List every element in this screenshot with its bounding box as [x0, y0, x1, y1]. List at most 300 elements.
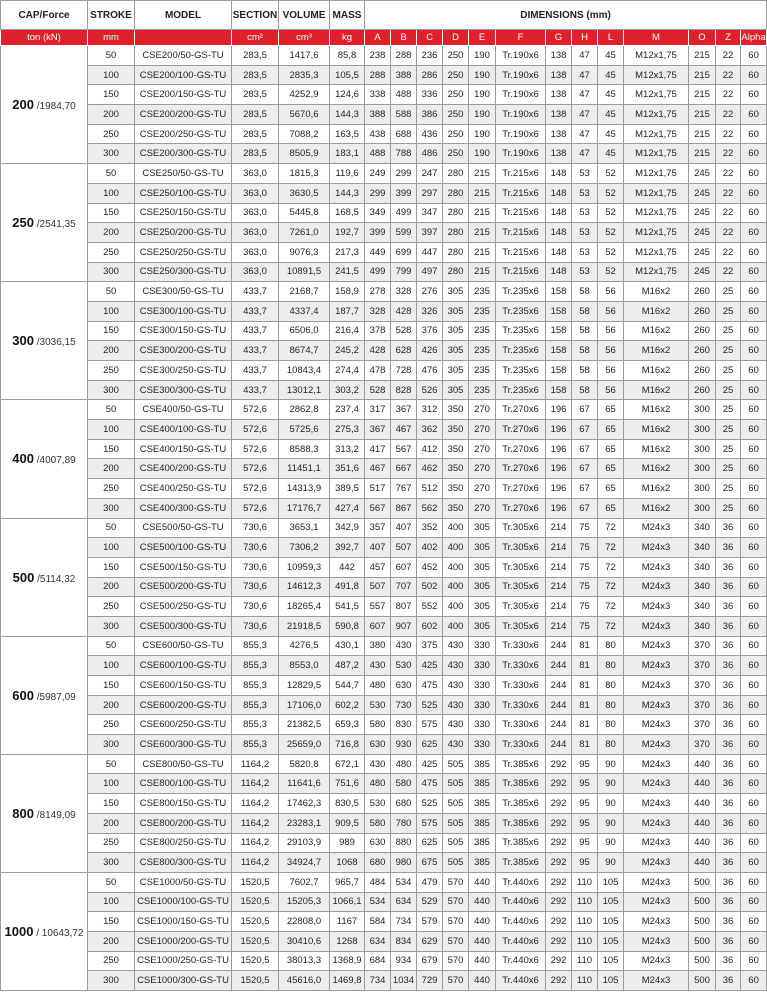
section-cell: 363,0: [232, 203, 279, 223]
section-cell: 433,7: [232, 321, 279, 341]
dim-h-cell: 47: [572, 144, 598, 164]
model-cell: CSE1000/300-GS-TU: [135, 971, 232, 991]
dim-d-cell: 505: [443, 794, 469, 814]
dim-c-cell: 425: [417, 656, 443, 676]
dim-e-cell: 440: [469, 872, 496, 892]
dim-h-cell: 47: [572, 105, 598, 125]
dim-e-cell: 330: [469, 735, 496, 755]
dim-f-cell: Tr.305x6: [496, 597, 546, 617]
dim-z-cell: 22: [716, 203, 741, 223]
stroke-cell: 300: [88, 262, 135, 282]
section-cell: 1520,5: [232, 971, 279, 991]
table-row: [1, 597, 767, 617]
table-row: [1, 931, 767, 951]
dim-l-cell: 65: [598, 479, 624, 499]
dim-l-cell: 65: [598, 420, 624, 440]
dim-a-cell: 317: [365, 400, 391, 420]
dim-l-cell: 90: [598, 774, 624, 794]
dim-g-cell: 196: [546, 420, 572, 440]
dim-z-cell: 36: [716, 597, 741, 617]
dim-a-cell: 488: [365, 144, 391, 164]
dim-alpha-cell: 60: [741, 538, 767, 558]
dim-m-cell: M16x2: [624, 420, 689, 440]
stroke-cell: 100: [88, 538, 135, 558]
model-cell: CSE500/100-GS-TU: [135, 538, 232, 558]
dim-e-cell: 190: [469, 65, 496, 85]
dim-z-cell: 25: [716, 380, 741, 400]
dim-f-cell: Tr.215x6: [496, 183, 546, 203]
stroke-cell: 300: [88, 971, 135, 991]
dim-l-cell: 56: [598, 361, 624, 381]
dim-g-cell: 214: [546, 557, 572, 577]
dim-alpha-cell: 60: [741, 498, 767, 518]
volume-cell: 7088,2: [279, 124, 330, 144]
dim-d-cell: 505: [443, 853, 469, 873]
capacity-kn: /8149,09: [33, 809, 76, 821]
dim-z-cell: 22: [716, 46, 741, 66]
mass-cell: 144,3: [330, 183, 365, 203]
mass-cell: 541,5: [330, 597, 365, 617]
capacity-kn: /1984,70: [33, 101, 76, 113]
dim-h-cell: 95: [572, 794, 598, 814]
table-row: [1, 971, 767, 991]
dim-m-cell: M12x1,75: [624, 223, 689, 243]
dim-m-cell: M24x3: [624, 912, 689, 932]
dim-c-cell: 525: [417, 794, 443, 814]
stroke-cell: 150: [88, 557, 135, 577]
dim-e-cell: 440: [469, 892, 496, 912]
mass-cell: 659,3: [330, 715, 365, 735]
capacity-ton: 1000: [4, 923, 34, 939]
dim-l-cell: 65: [598, 400, 624, 420]
dim-h-cell: 58: [572, 301, 598, 321]
mass-cell: 105,5: [330, 65, 365, 85]
volume-cell: 6506,0: [279, 321, 330, 341]
mass-cell: 590,8: [330, 616, 365, 636]
dim-l-cell: 45: [598, 124, 624, 144]
dim-z-cell: 36: [716, 695, 741, 715]
dim-c-cell: 236: [417, 46, 443, 66]
volume-cell: 3630,5: [279, 183, 330, 203]
mass-cell: 909,5: [330, 813, 365, 833]
dim-o-cell: 440: [689, 853, 716, 873]
dim-g-cell: 292: [546, 853, 572, 873]
dim-d-cell: 430: [443, 656, 469, 676]
dim-z-cell: 22: [716, 183, 741, 203]
section-cell: 1520,5: [232, 892, 279, 912]
dim-z-cell: 25: [716, 400, 741, 420]
dim-d-cell: 430: [443, 735, 469, 755]
dim-m-cell: M24x3: [624, 557, 689, 577]
volume-cell: 4252,9: [279, 85, 330, 105]
table-row: [1, 65, 767, 85]
dim-h-cell: 53: [572, 242, 598, 262]
dim-f-cell: Tr.270x6: [496, 498, 546, 518]
dim-c-cell: 562: [417, 498, 443, 518]
mass-cell: 965,7: [330, 872, 365, 892]
dim-b-cell: 830: [391, 715, 417, 735]
dim-e-cell: 215: [469, 262, 496, 282]
volume-cell: 17462,3: [279, 794, 330, 814]
dim-c-cell: 312: [417, 400, 443, 420]
volume-cell: 15205,3: [279, 892, 330, 912]
section-cell: 855,3: [232, 735, 279, 755]
table-row: [1, 774, 767, 794]
dim-h-cell: 75: [572, 518, 598, 538]
dim-e-cell: 270: [469, 400, 496, 420]
model-cell: CSE300/300-GS-TU: [135, 380, 232, 400]
dim-alpha-cell: 60: [741, 577, 767, 597]
dim-header-f: F: [496, 30, 546, 46]
dim-c-cell: 276: [417, 282, 443, 302]
dim-alpha-cell: 60: [741, 557, 767, 577]
dim-h-cell: 67: [572, 459, 598, 479]
dim-d-cell: 305: [443, 321, 469, 341]
dim-m-cell: M24x3: [624, 872, 689, 892]
capacity-ton: 800: [12, 805, 34, 821]
dim-a-cell: 478: [365, 361, 391, 381]
dim-g-cell: 292: [546, 813, 572, 833]
dim-h-cell: 58: [572, 380, 598, 400]
mass-cell: 716,8: [330, 735, 365, 755]
section-cell: 730,6: [232, 557, 279, 577]
section-cell: 572,6: [232, 479, 279, 499]
table-row: [1, 577, 767, 597]
model-cell: CSE800/50-GS-TU: [135, 754, 232, 774]
dim-e-cell: 215: [469, 242, 496, 262]
dim-l-cell: 105: [598, 971, 624, 991]
dim-a-cell: 249: [365, 164, 391, 184]
dim-l-cell: 56: [598, 301, 624, 321]
dim-h-cell: 81: [572, 656, 598, 676]
mass-cell: 119,6: [330, 164, 365, 184]
table-row: [1, 46, 767, 66]
stroke-cell: 200: [88, 813, 135, 833]
dim-b-cell: 399: [391, 183, 417, 203]
dim-b-cell: 828: [391, 380, 417, 400]
dim-f-cell: Tr.440x6: [496, 931, 546, 951]
dim-d-cell: 505: [443, 754, 469, 774]
dim-d-cell: 570: [443, 912, 469, 932]
dim-e-cell: 235: [469, 282, 496, 302]
dim-o-cell: 215: [689, 46, 716, 66]
dim-g-cell: 244: [546, 676, 572, 696]
dim-c-cell: 347: [417, 203, 443, 223]
section-cell: 283,5: [232, 124, 279, 144]
dim-z-cell: 22: [716, 223, 741, 243]
dim-d-cell: 305: [443, 301, 469, 321]
dim-header-m: M: [624, 30, 689, 46]
dim-d-cell: 570: [443, 931, 469, 951]
capacity-ton: 250: [12, 215, 34, 231]
dim-g-cell: 138: [546, 144, 572, 164]
section-cell: 572,6: [232, 400, 279, 420]
dim-a-cell: 580: [365, 715, 391, 735]
dim-e-cell: 330: [469, 695, 496, 715]
dim-z-cell: 36: [716, 813, 741, 833]
table-row: [1, 144, 767, 164]
dim-c-cell: 375: [417, 636, 443, 656]
dim-d-cell: 400: [443, 518, 469, 538]
dim-z-cell: 36: [716, 616, 741, 636]
dim-e-cell: 385: [469, 853, 496, 873]
model-cell: CSE200/50-GS-TU: [135, 46, 232, 66]
stroke-cell: 100: [88, 774, 135, 794]
volume-cell: 7602,7: [279, 872, 330, 892]
dim-c-cell: 412: [417, 439, 443, 459]
dim-o-cell: 370: [689, 636, 716, 656]
dim-d-cell: 400: [443, 557, 469, 577]
dim-f-cell: Tr.190x6: [496, 144, 546, 164]
table-row: [1, 321, 767, 341]
dim-o-cell: 300: [689, 439, 716, 459]
dim-a-cell: 517: [365, 479, 391, 499]
dim-l-cell: 72: [598, 597, 624, 617]
dim-a-cell: 407: [365, 538, 391, 558]
dim-o-cell: 245: [689, 164, 716, 184]
dim-h-cell: 75: [572, 616, 598, 636]
dim-c-cell: 476: [417, 361, 443, 381]
dim-f-cell: Tr.305x6: [496, 518, 546, 538]
dim-d-cell: 350: [443, 459, 469, 479]
dim-d-cell: 570: [443, 892, 469, 912]
dim-d-cell: 280: [443, 164, 469, 184]
mass-cell: 1469,8: [330, 971, 365, 991]
dim-alpha-cell: 60: [741, 833, 767, 853]
dim-b-cell: 980: [391, 853, 417, 873]
volume-cell: 10843,4: [279, 361, 330, 381]
dim-c-cell: 452: [417, 557, 443, 577]
dim-d-cell: 400: [443, 577, 469, 597]
dim-h-cell: 58: [572, 321, 598, 341]
dim-f-cell: Tr.440x6: [496, 872, 546, 892]
dim-e-cell: 305: [469, 538, 496, 558]
dim-z-cell: 22: [716, 164, 741, 184]
dim-header-a: A: [365, 30, 391, 46]
model-cell: CSE800/250-GS-TU: [135, 833, 232, 853]
dim-alpha-cell: 60: [741, 183, 767, 203]
stroke-cell: 250: [88, 124, 135, 144]
dim-m-cell: M24x3: [624, 695, 689, 715]
dim-z-cell: 36: [716, 971, 741, 991]
dim-h-cell: 81: [572, 636, 598, 656]
dim-d-cell: 400: [443, 597, 469, 617]
mass-cell: 1066,1: [330, 892, 365, 912]
dim-b-cell: 880: [391, 833, 417, 853]
section-cell: 433,7: [232, 301, 279, 321]
dim-h-cell: 110: [572, 951, 598, 971]
dim-b-cell: 488: [391, 85, 417, 105]
dim-f-cell: Tr.330x6: [496, 636, 546, 656]
table-row: [1, 754, 767, 774]
section-cell: 730,6: [232, 577, 279, 597]
dim-g-cell: 244: [546, 695, 572, 715]
dim-header-d: D: [443, 30, 469, 46]
dim-g-cell: 292: [546, 774, 572, 794]
dim-e-cell: 190: [469, 46, 496, 66]
dim-d-cell: 400: [443, 538, 469, 558]
volume-cell: 45616,0: [279, 971, 330, 991]
dim-o-cell: 340: [689, 597, 716, 617]
dim-h-cell: 95: [572, 813, 598, 833]
dim-c-cell: 575: [417, 715, 443, 735]
dim-f-cell: Tr.190x6: [496, 65, 546, 85]
mass-cell: 85,8: [330, 46, 365, 66]
dim-b-cell: 834: [391, 931, 417, 951]
dim-a-cell: 328: [365, 301, 391, 321]
dim-alpha-cell: 60: [741, 380, 767, 400]
table-row: [1, 439, 767, 459]
dim-m-cell: M12x1,75: [624, 85, 689, 105]
dim-o-cell: 215: [689, 85, 716, 105]
mass-cell: 989: [330, 833, 365, 853]
units-row: [1, 30, 767, 46]
dim-a-cell: 430: [365, 754, 391, 774]
mass-cell: 830,5: [330, 794, 365, 814]
table-row: [1, 85, 767, 105]
dim-h-cell: 81: [572, 695, 598, 715]
dim-e-cell: 270: [469, 439, 496, 459]
dim-d-cell: 250: [443, 105, 469, 125]
dim-alpha-cell: 60: [741, 361, 767, 381]
dim-f-cell: Tr.385x6: [496, 853, 546, 873]
volume-cell: 8588,3: [279, 439, 330, 459]
dim-f-cell: Tr.305x6: [496, 616, 546, 636]
dim-alpha-cell: 60: [741, 65, 767, 85]
model-cell: CSE1000/250-GS-TU: [135, 951, 232, 971]
dim-h-cell: 67: [572, 498, 598, 518]
volume-cell: 2835,3: [279, 65, 330, 85]
dim-alpha-cell: 60: [741, 735, 767, 755]
dim-o-cell: 340: [689, 538, 716, 558]
dim-a-cell: 567: [365, 498, 391, 518]
dim-f-cell: Tr.215x6: [496, 203, 546, 223]
dim-f-cell: Tr.190x6: [496, 105, 546, 125]
section-cell: 1164,2: [232, 813, 279, 833]
section-cell: 1520,5: [232, 951, 279, 971]
volume-cell: 4337,4: [279, 301, 330, 321]
dim-f-cell: Tr.330x6: [496, 656, 546, 676]
model-cell: CSE800/200-GS-TU: [135, 813, 232, 833]
dim-a-cell: 480: [365, 676, 391, 696]
capacity-cell: [1, 636, 88, 754]
section-cell: 1520,5: [232, 931, 279, 951]
dim-b-cell: 407: [391, 518, 417, 538]
model-cell: CSE400/200-GS-TU: [135, 459, 232, 479]
dim-z-cell: 25: [716, 420, 741, 440]
dim-o-cell: 300: [689, 498, 716, 518]
dim-c-cell: 575: [417, 813, 443, 833]
section-cell: 433,7: [232, 361, 279, 381]
dim-h-cell: 95: [572, 833, 598, 853]
section-cell: 283,5: [232, 65, 279, 85]
dim-e-cell: 215: [469, 203, 496, 223]
dim-z-cell: 22: [716, 65, 741, 85]
dim-c-cell: 552: [417, 597, 443, 617]
dim-l-cell: 45: [598, 105, 624, 125]
dim-a-cell: 430: [365, 656, 391, 676]
dim-e-cell: 305: [469, 577, 496, 597]
mass-cell: 602,2: [330, 695, 365, 715]
model-cell: CSE200/150-GS-TU: [135, 85, 232, 105]
dim-b-cell: 599: [391, 223, 417, 243]
dim-f-cell: Tr.385x6: [496, 833, 546, 853]
mass-cell: 187,7: [330, 301, 365, 321]
stroke-cell: 50: [88, 872, 135, 892]
dim-o-cell: 370: [689, 656, 716, 676]
dim-o-cell: 500: [689, 912, 716, 932]
dim-alpha-cell: 60: [741, 282, 767, 302]
dim-h-cell: 110: [572, 872, 598, 892]
dim-g-cell: 148: [546, 164, 572, 184]
dim-m-cell: M24x3: [624, 774, 689, 794]
mass-cell: 389,5: [330, 479, 365, 499]
dim-o-cell: 245: [689, 262, 716, 282]
mass-cell: 163,5: [330, 124, 365, 144]
volume-cell: 2862,8: [279, 400, 330, 420]
dim-h-cell: 95: [572, 853, 598, 873]
dim-c-cell: 729: [417, 971, 443, 991]
model-cell: CSE300/250-GS-TU: [135, 361, 232, 381]
dim-g-cell: 148: [546, 223, 572, 243]
model-cell: CSE1000/150-GS-TU: [135, 912, 232, 932]
dim-f-cell: Tr.215x6: [496, 164, 546, 184]
capacity-ton: 600: [12, 687, 34, 703]
table-row: [1, 498, 767, 518]
section-cell: 572,6: [232, 439, 279, 459]
dim-m-cell: M12x1,75: [624, 203, 689, 223]
dim-alpha-cell: 60: [741, 872, 767, 892]
dim-g-cell: 196: [546, 498, 572, 518]
dim-d-cell: 430: [443, 715, 469, 735]
model-cell: CSE300/150-GS-TU: [135, 321, 232, 341]
dim-g-cell: 158: [546, 361, 572, 381]
stroke-cell: 50: [88, 282, 135, 302]
dim-m-cell: M24x3: [624, 971, 689, 991]
table-row: [1, 892, 767, 912]
dim-f-cell: Tr.330x6: [496, 715, 546, 735]
volume-cell: 11641,6: [279, 774, 330, 794]
dim-l-cell: 45: [598, 65, 624, 85]
dim-m-cell: M16x2: [624, 439, 689, 459]
dim-f-cell: Tr.385x6: [496, 774, 546, 794]
model-cell: CSE600/200-GS-TU: [135, 695, 232, 715]
dim-f-cell: Tr.215x6: [496, 262, 546, 282]
stroke-cell: 250: [88, 951, 135, 971]
dim-a-cell: 367: [365, 420, 391, 440]
table-row: [1, 676, 767, 696]
section-cell: 1520,5: [232, 872, 279, 892]
stroke-cell: 50: [88, 636, 135, 656]
dim-l-cell: 90: [598, 794, 624, 814]
dim-z-cell: 36: [716, 636, 741, 656]
model-cell: CSE600/300-GS-TU: [135, 735, 232, 755]
dim-a-cell: 734: [365, 971, 391, 991]
table-row: [1, 380, 767, 400]
dim-g-cell: 158: [546, 301, 572, 321]
dim-l-cell: 72: [598, 518, 624, 538]
mass-cell: 158,9: [330, 282, 365, 302]
dim-g-cell: 148: [546, 242, 572, 262]
dim-alpha-cell: 60: [741, 301, 767, 321]
dim-m-cell: M24x3: [624, 676, 689, 696]
dim-e-cell: 235: [469, 361, 496, 381]
table-row: [1, 105, 767, 125]
dim-a-cell: 449: [365, 242, 391, 262]
dim-m-cell: M12x1,75: [624, 144, 689, 164]
dim-g-cell: 214: [546, 616, 572, 636]
dim-f-cell: Tr.330x6: [496, 676, 546, 696]
